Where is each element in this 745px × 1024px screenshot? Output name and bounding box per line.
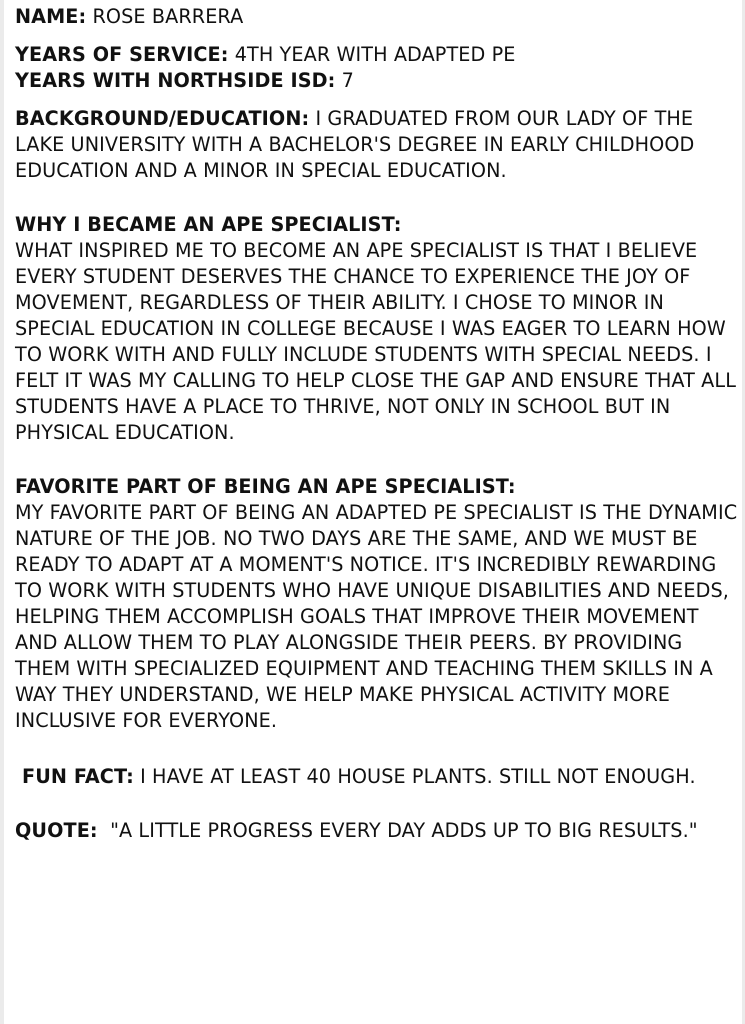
- name-value: ROSE BARRERA: [92, 5, 244, 28]
- background-label: BACKGROUND/EDUCATION:: [15, 107, 310, 130]
- why-heading: WHY I BECAME AN APE SPECIALIST:: [15, 213, 402, 236]
- background-paragraph: [15, 106, 742, 184]
- years-with-district-label: YEARS WITH NORTHSIDE ISD:: [15, 69, 336, 92]
- years-with-district-value: 7: [341, 69, 354, 92]
- years-of-service-label: YEARS OF SERVICE:: [15, 43, 229, 66]
- quote-text: "A LITTLE PROGRESS EVERY DAY ADDS UP TO BIG RESULTS.": [110, 819, 698, 842]
- favorite-heading: FAVORITE PART OF BEING AN APE SPECIALIST:: [15, 475, 516, 498]
- years-of-service-line: [15, 42, 742, 68]
- fun-fact-text: I HAVE AT LEAST 40 HOUSE PLANTS. STILL NOT ENOUGH.: [140, 765, 696, 788]
- favorite-text: MY FAVORITE PART OF BEING AN ADAPTED PE SPECIALIST IS THE DYNAMIC NATURE OF THE JOB. NO TWO DAYS ARE THE SAME, AND WE MUST BE READY TO ADAPT AT A MOMENT'S NOTICE. IT'S INCREDIBLY REWARDING TO WORK WITH STUDENTS WHO HAVE UNIQUE DISABILITIES AND NEEDS, HELPING THEM ACCOMPLISH GOALS THAT IMPROVE THEIR MOVEMENT AND ALLOW THEM TO PLAY ALONGSIDE THEIR PEERS. BY PROVIDING THEM WITH SPECIALIZED EQUIPMENT AND TEACHING THEM SKILLS IN A WAY THEY UNDERSTAND, WE HELP MAKE PHYSICAL ACTIVITY MORE INCLUSIVE FOR EVERYONE.: [15, 501, 738, 732]
- quote-label: QUOTE:: [15, 819, 98, 842]
- profile-document: [4, 0, 742, 1024]
- fun-fact-paragraph: [15, 764, 742, 790]
- why-text: WHAT INSPIRED ME TO BECOME AN APE SPECIALIST IS THAT I BELIEVE EVERY STUDENT DESERVES THE CHANCE TO EXPERIENCE THE JOY OF MOVEMENT, REGARDLESS OF THEIR ABILITY. I CHOSE TO MINOR IN SPECIAL EDUCATION IN COLLEGE BECAUSE I WAS EAGER TO LEARN HOW TO WORK WITH AND FULLY INCLUDE STUDENTS WITH SPECIAL NEEDS. I FELT IT WAS MY CALLING TO HELP CLOSE THE GAP AND ENSURE THAT ALL STUDENTS HAVE A PLACE TO THRIVE, NOT ONLY IN SCHOOL BUT IN PHYSICAL EDUCATION.: [15, 239, 736, 444]
- years-with-district-line: [15, 68, 742, 94]
- years-of-service-value: 4TH YEAR WITH ADAPTED PE: [234, 43, 516, 66]
- fun-fact-label: FUN FACT:: [22, 765, 134, 788]
- quote-paragraph: [15, 818, 742, 844]
- background-text: I GRADUATED FROM OUR LADY OF THE LAKE UNIVERSITY WITH A BACHELOR'S DEGREE IN EARLY CHILDHOOD EDUCATION AND A MINOR IN SPECIAL EDUCATION.: [15, 107, 695, 182]
- name-line: [15, 4, 742, 30]
- name-label: NAME:: [15, 5, 87, 28]
